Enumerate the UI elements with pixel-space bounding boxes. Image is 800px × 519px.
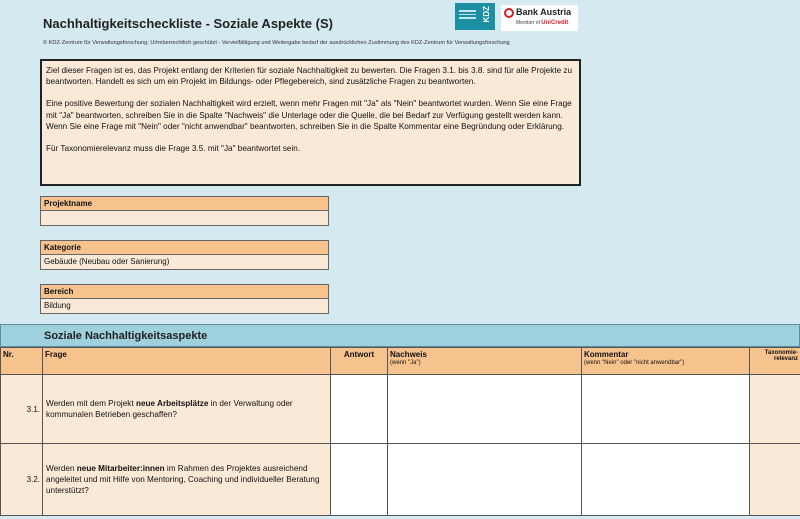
kdz-logo-lines <box>459 10 476 21</box>
row-frage-bold: neue Mitarbeiter:innen <box>76 464 165 473</box>
row-nr: 3.2. <box>1 444 43 516</box>
bank-austria-name: Bank Austria <box>516 7 572 17</box>
taxonomie-cell <box>750 375 800 444</box>
header-nachweis-label: Nachweis <box>390 350 427 359</box>
intro-paragraph-1: Ziel dieser Fragen ist es, das Projekt entlang der Kriterien für soziale Nachhaltigkeit zu bewerten. Die Fragen 3.1. bis 3.8. sind für alle Projekte zu beantworten. Handelt es sich um ein Projekt im Bildungs- oder Pflegebereich, sind zusätzliche Fragen zu beantworten. <box>46 66 573 87</box>
bank-austria-logo <box>501 5 578 31</box>
row-frage <box>43 375 331 444</box>
header-kommentar <box>582 348 750 375</box>
header-frage: Frage <box>43 348 331 375</box>
table-header-row <box>1 348 800 375</box>
table-row <box>1 444 800 516</box>
row-frage-post: im Rahmen des Projektes ausreichend angeleitet und mit Hilfe von Mentoring, Coaching und individueller Beratung unterstützt? <box>46 464 320 495</box>
section-title: Soziale Nachhaltigkeitsaspekte <box>0 324 800 347</box>
bereich-label: Bereich <box>41 285 328 299</box>
intro-box <box>40 59 581 186</box>
table-row <box>1 375 800 444</box>
page-title: Nachhaltigkeitscheckliste - Soziale Aspekte (S) <box>43 16 333 31</box>
projektname-input[interactable] <box>41 211 328 225</box>
intro-paragraph-2: Eine positive Bewertung der sozialen Nachhaltigkeit wird erzielt, wenn mehr Fragen mit "Ja" als "Nein" beantwortet wurden. Wenn Sie eine Frage mit "Ja" beantworten, schreiben Sie in die Spalte "Nachweis" die Unterlage oder die Quelle, die bei Bedarf zur Verfügung gestellt werden kann. Wenn Sie eine Frage mit "Nein" oder "nicht anwendbar" beantworten, schreiben Sie in die Spalte Kommentar eine Begründung oder Erklärung. <box>46 99 572 131</box>
kategorie-label: Kategorie <box>41 241 328 255</box>
kdz-logo <box>455 3 495 30</box>
kategorie-field <box>40 240 329 270</box>
copyright-notice: © KDZ-Zentrum für Verwaltungsforschung; Urheberrechtlich geschützt - Vervielfältigung und Weitergabe bedarf der ausdrücklichen Zustimmung des KDZ-Zentrum für Verwaltungsforschung <box>43 40 510 46</box>
intro-paragraph-3: Für Taxonomierelevanz muss die Frage 3.5. mit "Ja" beantwortet sein. <box>46 144 301 154</box>
bereich-field <box>40 284 329 314</box>
row-frage-post: in der Verwaltung oder kommunalen Betrieben geschaffen? <box>46 399 293 419</box>
bank-austria-icon <box>504 8 514 18</box>
header-nr: Nr. <box>1 348 43 375</box>
nachweis-cell[interactable] <box>388 444 582 516</box>
kdz-logo-text: KDZ <box>482 6 491 23</box>
header-taxonomie: Taxonomie-relevanz <box>750 348 800 375</box>
header-kommentar-label: Kommentar <box>584 350 629 359</box>
row-nr: 3.1. <box>1 375 43 444</box>
bank-member-of: Member of <box>516 20 540 26</box>
questions-table <box>0 347 800 516</box>
taxonomie-cell <box>750 444 800 516</box>
row-frage-pre: Werden mit dem Projekt <box>46 399 136 408</box>
header-kommentar-sub: (wenn "Nein" oder "nicht anwendbar") <box>584 360 685 366</box>
bank-austria-sub <box>516 20 568 26</box>
antwort-cell[interactable] <box>331 444 388 516</box>
header-antwort: Antwort <box>331 348 388 375</box>
unicredit-name: UniCredit <box>541 20 569 26</box>
projektname-label: Projektname <box>41 197 328 211</box>
kommentar-cell[interactable] <box>582 375 750 444</box>
kommentar-cell[interactable] <box>582 444 750 516</box>
header-nachweis-sub: (wenn "Ja") <box>390 360 421 366</box>
row-frage <box>43 444 331 516</box>
bereich-select[interactable]: Bildung <box>41 299 328 313</box>
projektname-field <box>40 196 329 226</box>
nachweis-cell[interactable] <box>388 375 582 444</box>
antwort-cell[interactable] <box>331 375 388 444</box>
row-frage-bold: neue Arbeitsplätze <box>135 399 209 408</box>
kategorie-select[interactable]: Gebäude (Neubau oder Sanierung) <box>41 255 328 269</box>
row-frage-pre: Werden <box>46 464 77 473</box>
header-nachweis <box>388 348 582 375</box>
